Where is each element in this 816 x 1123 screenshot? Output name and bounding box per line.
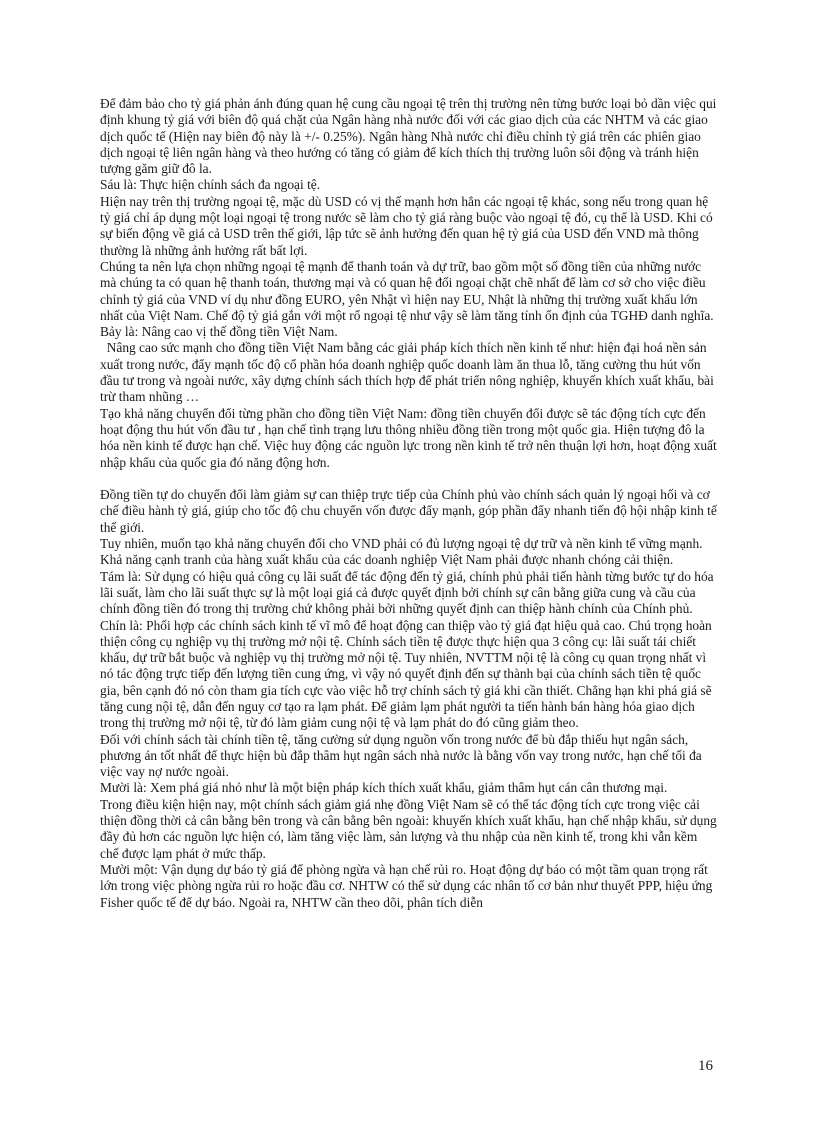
paragraph-point-ten: Mười là: Xem phá giá nhỏ như là một biện pháp kích thích xuất khẩu, giảm thâm hụt cán cân thương mại. (100, 780, 668, 796)
heading-point-six: Sáu là: Thực hiện chính sách đa ngoại tệ. (100, 177, 321, 193)
paragraph-reserves-requirement: Tuy nhiên, muốn tạo khả năng chuyển đổi cho VND phải có đủ lượng ngoại tệ dự trữ và nền kinh tế vững mạnh. Khả năng cạnh tranh của hàng xuất khẩu của các doanh nghiệp Việt Nam phải được nhanh chóng cải thiện. (100, 536, 703, 568)
paragraph-exchange-rate-band: Để đảm bảo cho tỷ giá phản ánh đúng quan hệ cung cầu ngoại tệ trên thị trường nên từng bước loại bỏ dần việc qui định khung tỷ giá với biên độ quá chặt của Ngân hàng nhà nước đối với các giao dịch của các NHTM và các giao dịch quốc tế (Hiện nay biên độ này là +/- 0.25%). Ngân hàng Nhà nước chỉ điều chỉnh tỷ giá trên các phiên giao dịch ngoại tệ liên ngân hàng và theo hướng có tăng có giảm để kích thích thị trường luôn sôi động và tránh hiện tượng găm giữ đô la. (100, 96, 717, 177)
paragraph-point-eight: Tám là: Sử dụng có hiệu quả công cụ lãi suất để tác động đến tỷ giá, chính phủ phải tiến hành từng bước tự do hóa lãi suất, làm cho lãi suất thực sự là một loại giá cả được quyết định bởi chính sự cân bằng giữa cung và cầu của chính đồng tiền đó trong thị trường chứ không phải bởi những quyết định can thiệp hành chính của Chính phủ. (100, 568, 714, 617)
paragraph-point-eleven: Mười một: Vận dụng dự báo tỷ giá để phòng ngừa và hạn chế rủi ro. Hoạt động dự báo có một tầm quan trọng rất lớn trong việc phòng ngừa rủi ro hoặc đầu cơ. NHTW có thể sử dụng các nhân tố cơ bản như thuyết PPP, hiệu ứng Fisher quốc tế để dự báo. Ngoài ra, NHTW cần theo dõi, phân tích diễn (100, 861, 713, 910)
paragraph-partial-convertibility: Tạo khả năng chuyển đổi từng phần cho đồng tiền Việt Nam: đồng tiền chuyển đổi được sẽ tác động tích cực đến hoạt động thu hút vốn đầu tư , hạn chế tình trạng lưu thông nhiều đồng tiền trong một quốc gia. Hiện tượng đô la hóa nền kinh tế được hạn chế. Việc huy động các nguồn lực trong nền kinh tế trở nên thuận lợi hơn, hoạt động xuất nhập khẩu của quốc gia đó năng động hơn. (100, 405, 717, 470)
paragraph-free-convertibility: Đồng tiền tự do chuyển đổi làm giảm sự can thiệp trực tiếp của Chính phủ vào chính sách quản lý ngoại hối và cơ chế điều hành tỷ giá, giúp cho tốc độ chu chuyển vốn được đẩy mạnh, góp phần đẩy nhanh tiến độ hội nhập kinh tế thế giới. (100, 487, 717, 535)
paragraph-fiscal-policy: Đối với chính sách tài chính tiền tệ, tăng cường sử dụng nguồn vốn trong nước để bù đắp thiếu hụt ngân sách, phương án tốt nhất để thực hiện bù đắp thâm hụt ngân sách nhà nước là bằng vốn vay trong nước, hạn chế tối đa việc vay nợ nước ngoài. (100, 731, 702, 780)
body-text (100, 96, 718, 911)
paragraph-devaluation-effects: Trong điều kiện hiện nay, một chính sách giảm giá nhẹ đồng Việt Nam sẽ có thể tác động tích cực trong việc cải thiện đồng thời cả cân bằng bên trong và cân bằng bên ngoài: khuyến khích xuất khẩu, hạn chế nhập khẩu, sử dụng đầy đủ hơn các nguồn lực hiện có, làm tăng việc làm, sản lượng và thu nhập của nền kinh tế, trong khi vẫn kềm chế được lạm phát ở mức thấp. (100, 796, 717, 861)
page-number: 16 (698, 1058, 713, 1074)
paragraph-currency-basket: Chúng ta nên lựa chọn những ngoại tệ mạnh để thanh toán và dự trữ, bao gồm một số đồng tiền của những nước mà chúng ta có quan hệ thanh toán, thương mại và có quan hệ đối ngoại chặt chẽ nhất để làm cơ sở cho việc điều chỉnh tỷ giá của VND ví dụ như đồng EURO, yên Nhật vì hiện nay EU, Nhật là những thị trường xuất khẩu lớn nhất của Việt Nam. Chế độ tỷ giá gắn với một rổ ngoại tệ như vậy sẽ làm tăng tính ổn định của TGHĐ danh nghĩa. (100, 258, 714, 323)
heading-point-seven: Bảy là: Nâng cao vị thế đồng tiền Việt Nam. (100, 324, 338, 340)
paragraph-point-nine: Chín là: Phối hợp các chính sách kinh tế vĩ mô để hoạt động can thiệp vào tỷ giá đạt hiệu quả cao. Chú trọng hoàn thiện công cụ nghiệp vụ thị trường mở nội tệ. Chính sách tiền tệ được thực hiện qua 3 công cụ: lãi suất tái chiết khấu, dự trữ bắt buộc và nghiệp vụ thị trường mở nội tệ. Tuy nhiên, NVTTM nội tệ là công cụ quan trọng nhất vì nó tác động trực tiếp đến lượng tiền cung ứng, vì vậy nó quyết định đến sự thành bại của chính sách tiền tệ quốc gia, bên cạnh đó nó còn tham gia tích cực vào việc hỗ trợ chính sách tỷ giá khi cần thiết. Chẳng hạn khi phá giá sẽ tăng cung nội tệ, dẫn đến nguy cơ tạo ra lạm phát. Để giảm lạm phát người ta tiến hành bán hàng hóa giao dịch trong thị trường mở nội tệ, từ đó làm giảm cung nội tệ và lạm phát do đó cũng giảm theo. (100, 617, 712, 731)
blank-line (100, 471, 718, 487)
paragraph-strengthen-vnd: Nâng cao sức mạnh cho đồng tiền Việt Nam bằng các giải pháp kích thích nền kinh tế như: hiện đại hoá nền sản xuất trong nước, đẩy mạnh tốc độ cổ phần hóa doanh nghiệp quốc doanh làm ăn thua lỗ, tăng cường thu hút vốn đầu tư trong và ngoài nước, xây dựng chính sách thích hợp để phát triển nông nghiệp, khuyến khích xuất khẩu, bài trừ tham nhũng … (100, 340, 718, 405)
paragraph-usd-dominance: Hiện nay trên thị trường ngoại tệ, mặc dù USD có vị thế mạnh hơn hẳn các ngoại tệ khác, song nếu trong quan hệ tỷ giá chỉ áp dụng một loại ngoại tệ trong nước sẽ làm cho tỷ giá ràng buộc vào ngoại tệ đó, cụ thể là USD. Khi có sự biến động về giá cả USD trên thế giới, lập tức sẽ ảnh hưởng đến quan hệ tỷ giá của USD đến VND mà thông thường là những ảnh hưởng rất bất lợi. (100, 193, 713, 258)
